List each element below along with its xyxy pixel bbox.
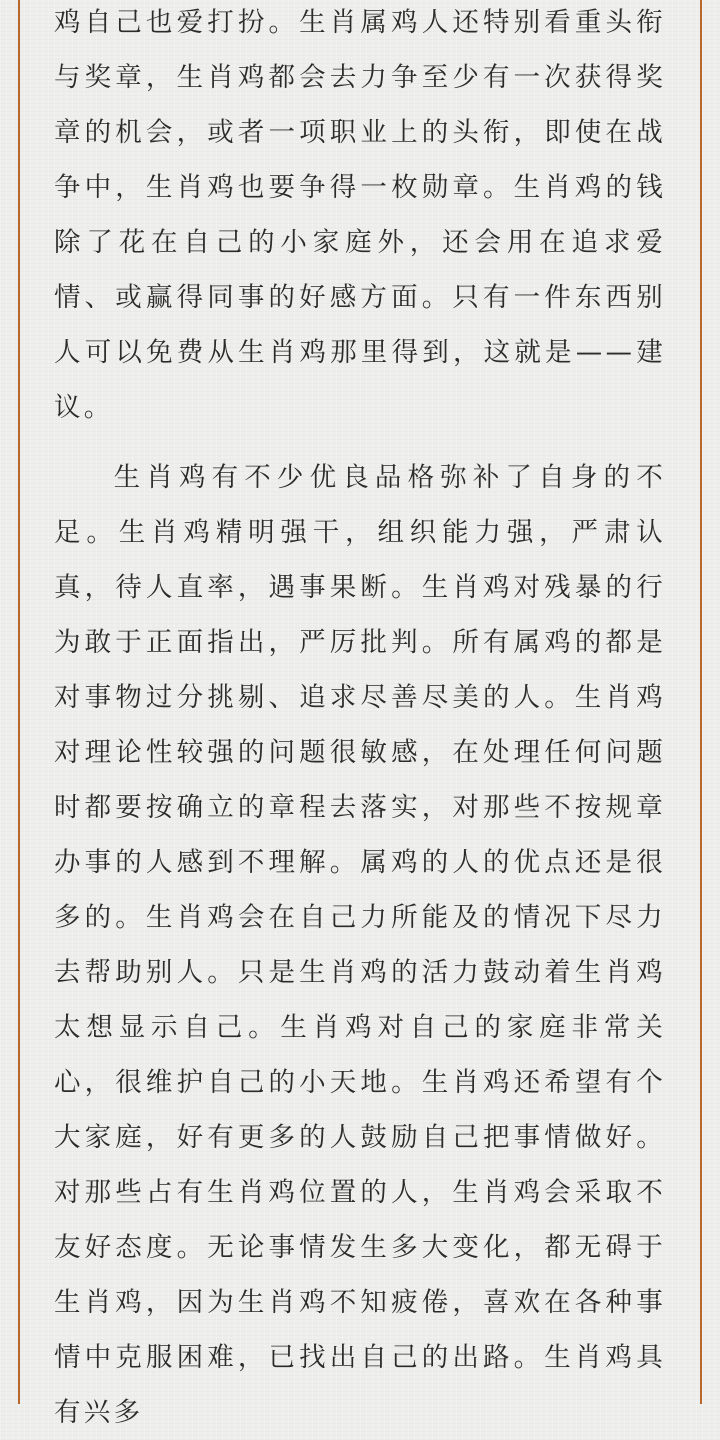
- page-border-left: [18, 0, 20, 1404]
- paragraph-1: 鸡自己也爱打扮。生肖属鸡人还特别看重头衔与奖章，生肖鸡都会去力争至少有一次获得奖章的机会，或者一项职业上的头衔，即使在战争中，生肖鸡也要争得一枚勋章。生肖鸡的钱除了花在自己的小家庭外，还会用在追求爱情、或赢得同事的好感方面。只有一件东西别人可以免费从生肖鸡那里得到，这就是——建议。: [54, 7, 666, 423]
- article-body: [54, 0, 666, 1440]
- paragraph-2: 生肖鸡有不少优良品格弥补了自身的不足。生肖鸡精明强干，组织能力强，严肃认真，待人直率，遇事果断。生肖鸡对残暴的行为敢于正面指出，严厉批判。所有属鸡的都是对事物过分挑剔、追求尽善尽美的人。生肖鸡对理论性较强的问题很敏感，在处理任何问题时都要按确立的章程去落实，对那些不按规章办事的人感到不理解。属鸡的人的优点还是很多的。生肖鸡会在自己力所能及的情况下尽力去帮助别人。只是生肖鸡的活力鼓动着生肖鸡太想显示自己。生肖鸡对自己的家庭非常关心，很维护自己的小天地。生肖鸡还希望有个大家庭，好有更多的人鼓励自己把事情做好。对那些占有生肖鸡位置的人，生肖鸡会采取不友好态度。无论事情发生多大变化，都无碍于生肖鸡，因为生肖鸡不知疲倦，喜欢在各种事情中克服困难，已找出自己的出路。生肖鸡具有兴多: [54, 462, 666, 1428]
- page-border-right: [700, 0, 702, 1404]
